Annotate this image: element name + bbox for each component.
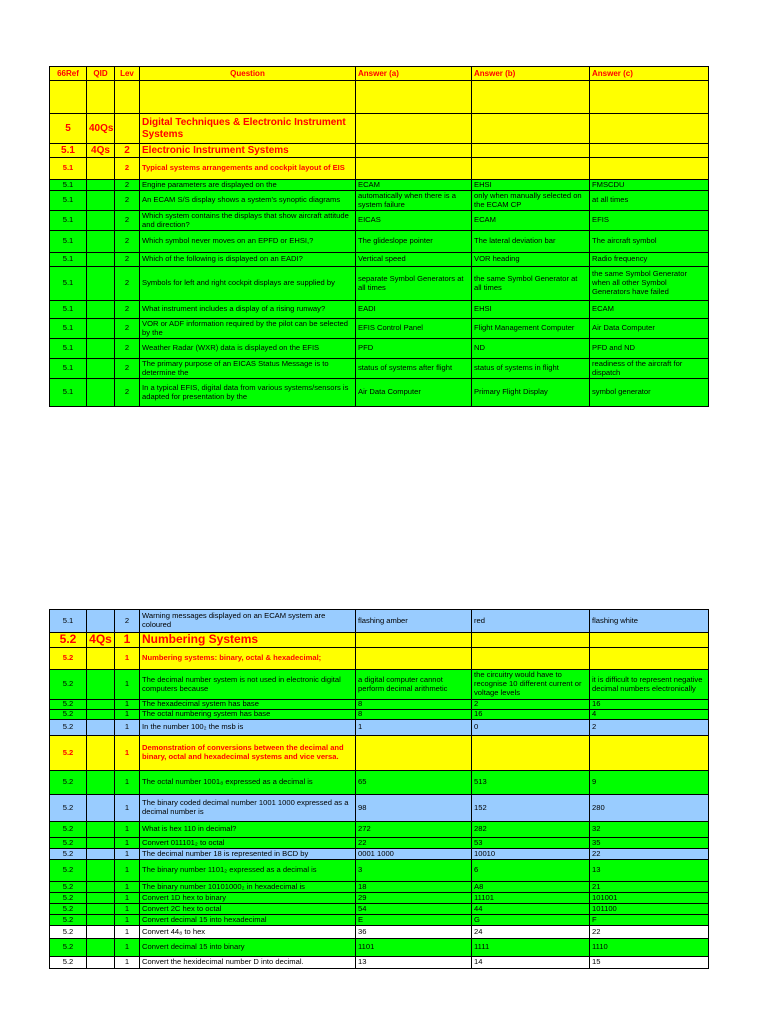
answer-a: 3 xyxy=(356,860,472,882)
question-ref: 5.1 xyxy=(50,359,87,379)
question-lev: 2 xyxy=(115,231,140,253)
question-ref: 5.2 xyxy=(50,710,87,720)
question-ref: 5.1 xyxy=(50,379,87,407)
question-qid xyxy=(87,915,115,926)
question-qid xyxy=(87,211,115,231)
section-lev: 2 xyxy=(115,144,140,158)
question-qid xyxy=(87,710,115,720)
answer-b: the same Symbol Generator at all times xyxy=(472,267,590,301)
answer-c: 280 xyxy=(590,795,709,822)
question-row xyxy=(50,301,709,319)
answer-a: 54 xyxy=(356,904,472,915)
answer-a: E xyxy=(356,915,472,926)
question-ref: 5.1 xyxy=(50,267,87,301)
question-ref: 5.2 xyxy=(50,700,87,710)
question-lev: 1 xyxy=(115,822,140,838)
question-qid xyxy=(87,301,115,319)
subsection-title: Typical systems arrangements and cockpit layout of EIS xyxy=(140,158,356,180)
section-qid: 4Qs xyxy=(87,144,115,158)
question-text: Warning messages displayed on an ECAM system are coloured xyxy=(140,610,356,633)
answer-a: a digital computer cannot perform decimal arithmetic xyxy=(356,670,472,700)
question-text: Convert 1D hex to binary xyxy=(140,893,356,904)
question-ref: 5.1 xyxy=(50,211,87,231)
question-row xyxy=(50,339,709,359)
answer-c: readiness of the aircraft for dispatch xyxy=(590,359,709,379)
question-lev: 2 xyxy=(115,610,140,633)
answer-c: 9 xyxy=(590,771,709,795)
question-row xyxy=(50,231,709,253)
question-row xyxy=(50,904,709,915)
answer-a: 13 xyxy=(356,957,472,969)
question-lev: 1 xyxy=(115,838,140,849)
question-qid xyxy=(87,926,115,939)
question-text: An ECAM S/S display shows a system's synoptic diagrams xyxy=(140,191,356,211)
answer-b: 53 xyxy=(472,838,590,849)
question-row xyxy=(50,710,709,720)
answer-b: EHSI xyxy=(472,301,590,319)
section-row-5 xyxy=(50,114,709,144)
subsection-ref: 5.2 xyxy=(50,648,87,670)
answer-a: PFD xyxy=(356,339,472,359)
section-title: Numbering Systems xyxy=(140,633,356,648)
answer-a: 1101 xyxy=(356,939,472,957)
question-lev: 2 xyxy=(115,267,140,301)
question-text: The hexadecimal system has base xyxy=(140,700,356,710)
subsection-row-5-2-a xyxy=(50,648,709,670)
answer-a: 22 xyxy=(356,838,472,849)
question-row xyxy=(50,939,709,957)
answer-a: 65 xyxy=(356,771,472,795)
subsection-ref: 5.2 xyxy=(50,736,87,771)
answer-a: Vertical speed xyxy=(356,253,472,267)
question-text: Symbols for left and right cockpit displays are supplied by xyxy=(140,267,356,301)
question-ref: 5.2 xyxy=(50,771,87,795)
answer-b: 24 xyxy=(472,926,590,939)
answer-a: ECAM xyxy=(356,180,472,191)
header-answer-b: Answer (b) xyxy=(472,67,590,81)
question-row xyxy=(50,359,709,379)
answer-b: the circuitry would have to recognise 10 different current or voltage levels xyxy=(472,670,590,700)
answer-a: Air Data Computer xyxy=(356,379,472,407)
question-row xyxy=(50,915,709,926)
answer-c: 1110 xyxy=(590,939,709,957)
question-ref: 5.2 xyxy=(50,822,87,838)
answer-a: EFIS Control Panel xyxy=(356,319,472,339)
answer-a: 1 xyxy=(356,720,472,736)
question-text: The decimal number system is not used in electronic digital computers because xyxy=(140,670,356,700)
question-row xyxy=(50,771,709,795)
answer-a: automatically when there is a system failure xyxy=(356,191,472,211)
answer-c: 2 xyxy=(590,720,709,736)
answer-c: 101001 xyxy=(590,893,709,904)
question-row xyxy=(50,926,709,939)
question-row xyxy=(50,191,709,211)
question-lev: 1 xyxy=(115,720,140,736)
answer-c: 22 xyxy=(590,849,709,860)
question-lev: 1 xyxy=(115,893,140,904)
section-title: Electronic Instrument Systems xyxy=(140,144,356,158)
answer-b: The lateral deviation bar xyxy=(472,231,590,253)
answer-b: 1111 xyxy=(472,939,590,957)
blank-row xyxy=(50,81,709,114)
question-row xyxy=(50,211,709,231)
header-question: Question xyxy=(140,67,356,81)
answer-c: 101100 xyxy=(590,904,709,915)
section-ref: 5 xyxy=(50,114,87,144)
section-title: Digital Techniques & Electronic Instrument Systems xyxy=(140,114,356,144)
question-row xyxy=(50,860,709,882)
subsection-lev: 1 xyxy=(115,648,140,670)
question-text: What is hex 110 in decimal? xyxy=(140,822,356,838)
answer-b: 14 xyxy=(472,957,590,969)
question-lev: 1 xyxy=(115,860,140,882)
answer-c: flashing white xyxy=(590,610,709,633)
answer-b: 16 xyxy=(472,710,590,720)
question-ref: 5.2 xyxy=(50,957,87,969)
question-text: Which of the following is displayed on an EADI? xyxy=(140,253,356,267)
question-ref: 5.2 xyxy=(50,795,87,822)
question-table-page-1 xyxy=(49,66,709,407)
section-row-5-1 xyxy=(50,144,709,158)
answer-b: Flight Management Computer xyxy=(472,319,590,339)
question-qid xyxy=(87,882,115,893)
answer-c: the same Symbol Generator when all other Symbol Generators have failed xyxy=(590,267,709,301)
answer-a: 29 xyxy=(356,893,472,904)
section-lev: 1 xyxy=(115,633,140,648)
question-ref: 5.1 xyxy=(50,253,87,267)
question-ref: 5.1 xyxy=(50,319,87,339)
question-text: Convert 011101₂ to octal xyxy=(140,838,356,849)
question-text: Which symbol never moves on an EPFD or EHSI,? xyxy=(140,231,356,253)
answer-c: Air Data Computer xyxy=(590,319,709,339)
answer-b: 10010 xyxy=(472,849,590,860)
answer-b: EHSI xyxy=(472,180,590,191)
question-qid xyxy=(87,860,115,882)
answer-a: EICAS xyxy=(356,211,472,231)
answer-a: 8 xyxy=(356,700,472,710)
question-ref: 5.2 xyxy=(50,904,87,915)
answer-b: A8 xyxy=(472,882,590,893)
question-ref: 5.2 xyxy=(50,670,87,700)
answer-c: The aircraft symbol xyxy=(590,231,709,253)
question-text: Convert decimal 15 into binary xyxy=(140,939,356,957)
subsection-row-5-2-b xyxy=(50,736,709,771)
question-text: Engine parameters are displayed on the xyxy=(140,180,356,191)
answer-a: The glideslope pointer xyxy=(356,231,472,253)
answer-a: 0001 1000 xyxy=(356,849,472,860)
question-text: Convert 44₈ to hex xyxy=(140,926,356,939)
question-lev: 2 xyxy=(115,379,140,407)
question-lev: 1 xyxy=(115,915,140,926)
answer-b: 282 xyxy=(472,822,590,838)
answer-c: 4 xyxy=(590,710,709,720)
question-qid xyxy=(87,267,115,301)
answer-c: at all times xyxy=(590,191,709,211)
answer-b: 513 xyxy=(472,771,590,795)
question-ref: 5.1 xyxy=(50,301,87,319)
question-ref: 5.1 xyxy=(50,191,87,211)
answer-b: 2 xyxy=(472,700,590,710)
answer-c: EFIS xyxy=(590,211,709,231)
question-lev: 1 xyxy=(115,710,140,720)
answer-c: 21 xyxy=(590,882,709,893)
question-lev: 2 xyxy=(115,319,140,339)
answer-c: 22 xyxy=(590,926,709,939)
question-lev: 1 xyxy=(115,926,140,939)
question-ref: 5.2 xyxy=(50,915,87,926)
header-qid: QID xyxy=(87,67,115,81)
answer-c: ECAM xyxy=(590,301,709,319)
section-ref: 5.2 xyxy=(50,633,87,648)
header-lev: Lev xyxy=(115,67,140,81)
question-row xyxy=(50,319,709,339)
question-text: VOR or ADF information required by the pilot can be selected by the xyxy=(140,319,356,339)
section-qid: 40Qs xyxy=(87,114,115,144)
answer-a: 98 xyxy=(356,795,472,822)
question-ref: 5.2 xyxy=(50,838,87,849)
answer-c: 35 xyxy=(590,838,709,849)
question-text: Weather Radar (WXR) data is displayed on the EFIS xyxy=(140,339,356,359)
question-qid xyxy=(87,191,115,211)
section-qid: 4Qs xyxy=(87,633,115,648)
question-lev: 2 xyxy=(115,339,140,359)
question-row xyxy=(50,267,709,301)
question-ref: 5.2 xyxy=(50,893,87,904)
subsection-lev: 1 xyxy=(115,736,140,771)
answer-b: status of systems in flight xyxy=(472,359,590,379)
answer-b: 0 xyxy=(472,720,590,736)
question-ref: 5.2 xyxy=(50,939,87,957)
section-ref: 5.1 xyxy=(50,144,87,158)
question-text: The binary coded decimal number 1001 1000 expressed as a decimal number is xyxy=(140,795,356,822)
question-text: Which system contains the displays that show aircraft attitude and direction? xyxy=(140,211,356,231)
question-lev: 2 xyxy=(115,191,140,211)
question-ref: 5.2 xyxy=(50,720,87,736)
question-lev: 1 xyxy=(115,795,140,822)
header-ref: 66Ref xyxy=(50,67,87,81)
question-row xyxy=(50,180,709,191)
answer-c: it is difficult to represent negative decimal numbers electronically xyxy=(590,670,709,700)
question-ref: 5.1 xyxy=(50,180,87,191)
answer-b: 11101 xyxy=(472,893,590,904)
header-answer-c: Answer (c) xyxy=(590,67,709,81)
question-qid xyxy=(87,720,115,736)
question-text: Convert the hexidecimal number D into decimal. xyxy=(140,957,356,969)
answer-b: VOR heading xyxy=(472,253,590,267)
question-lev: 1 xyxy=(115,939,140,957)
question-row xyxy=(50,610,709,633)
question-qid xyxy=(87,893,115,904)
question-row xyxy=(50,849,709,860)
question-text: The octal numbering system has base xyxy=(140,710,356,720)
question-lev: 1 xyxy=(115,957,140,969)
question-qid xyxy=(87,849,115,860)
question-qid xyxy=(87,700,115,710)
answer-c: FMSCDU xyxy=(590,180,709,191)
answer-c: F xyxy=(590,915,709,926)
subsection-row-5-1 xyxy=(50,158,709,180)
answer-c: 16 xyxy=(590,700,709,710)
answer-b: ND xyxy=(472,339,590,359)
subsection-title: Demonstration of conversions between the decimal and binary, octal and hexadecimal systems and vice versa. xyxy=(140,736,356,771)
question-row xyxy=(50,670,709,700)
answer-b: Primary Flight Display xyxy=(472,379,590,407)
question-lev: 1 xyxy=(115,882,140,893)
question-qid xyxy=(87,379,115,407)
answer-b: ECAM xyxy=(472,211,590,231)
question-row xyxy=(50,838,709,849)
answer-b: red xyxy=(472,610,590,633)
question-qid xyxy=(87,253,115,267)
question-lev: 2 xyxy=(115,301,140,319)
question-ref: 5.1 xyxy=(50,610,87,633)
question-qid xyxy=(87,939,115,957)
question-row xyxy=(50,957,709,969)
question-lev: 2 xyxy=(115,359,140,379)
question-qid xyxy=(87,904,115,915)
question-row xyxy=(50,720,709,736)
question-text: Convert 2C hex to octal xyxy=(140,904,356,915)
section-row-5-2 xyxy=(50,633,709,648)
question-row xyxy=(50,893,709,904)
question-text: Convert decimal 15 into hexadecimal xyxy=(140,915,356,926)
answer-a: flashing amber xyxy=(356,610,472,633)
answer-c: Radio frequency xyxy=(590,253,709,267)
question-text: What instrument includes a display of a rising runway? xyxy=(140,301,356,319)
question-qid xyxy=(87,957,115,969)
answer-a: status of systems after flight xyxy=(356,359,472,379)
answer-b: 6 xyxy=(472,860,590,882)
answer-a: 8 xyxy=(356,710,472,720)
question-text: In the number 100₂ the msb is xyxy=(140,720,356,736)
question-qid xyxy=(87,670,115,700)
question-ref: 5.2 xyxy=(50,860,87,882)
subsection-title: Numbering systems: binary, octal & hexadecimal; xyxy=(140,648,356,670)
header-row xyxy=(50,67,709,81)
answer-a: EADI xyxy=(356,301,472,319)
question-qid xyxy=(87,771,115,795)
answer-a: 272 xyxy=(356,822,472,838)
question-text: The primary purpose of an EICAS Status Message is to determine the xyxy=(140,359,356,379)
question-ref: 5.2 xyxy=(50,849,87,860)
question-table-page-2 xyxy=(49,609,709,969)
question-lev: 1 xyxy=(115,670,140,700)
question-row xyxy=(50,253,709,267)
answer-c: PFD and ND xyxy=(590,339,709,359)
subsection-lev: 2 xyxy=(115,158,140,180)
answer-b: only when manually selected on the ECAM CP xyxy=(472,191,590,211)
answer-b: 44 xyxy=(472,904,590,915)
question-lev: 2 xyxy=(115,180,140,191)
question-row xyxy=(50,379,709,407)
question-row xyxy=(50,795,709,822)
answer-a: 18 xyxy=(356,882,472,893)
question-ref: 5.1 xyxy=(50,339,87,359)
question-qid xyxy=(87,180,115,191)
question-lev: 1 xyxy=(115,904,140,915)
question-ref: 5.2 xyxy=(50,882,87,893)
answer-c: 32 xyxy=(590,822,709,838)
question-row xyxy=(50,700,709,710)
question-row xyxy=(50,822,709,838)
answer-a: separate Symbol Generators at all times xyxy=(356,267,472,301)
question-text: The octal number 1001₈ expressed as a decimal is xyxy=(140,771,356,795)
answer-c: 13 xyxy=(590,860,709,882)
question-ref: 5.1 xyxy=(50,231,87,253)
question-qid xyxy=(87,359,115,379)
question-text: In a typical EFIS, digital data from various systems/sensors is adapted for presentation by the xyxy=(140,379,356,407)
subsection-ref: 5.1 xyxy=(50,158,87,180)
answer-b: G xyxy=(472,915,590,926)
answer-b: 152 xyxy=(472,795,590,822)
question-qid xyxy=(87,822,115,838)
question-lev: 1 xyxy=(115,849,140,860)
question-text: The binary number 1101₂ expressed as a decimal is xyxy=(140,860,356,882)
question-row xyxy=(50,882,709,893)
question-ref: 5.2 xyxy=(50,926,87,939)
question-qid xyxy=(87,319,115,339)
header-answer-a: Answer (a) xyxy=(356,67,472,81)
question-text: The decimal number 18 is represented in BCD by xyxy=(140,849,356,860)
question-qid xyxy=(87,231,115,253)
answer-c: symbol generator xyxy=(590,379,709,407)
question-lev: 2 xyxy=(115,211,140,231)
question-qid xyxy=(87,838,115,849)
answer-a: 36 xyxy=(356,926,472,939)
question-qid xyxy=(87,339,115,359)
answer-c: 15 xyxy=(590,957,709,969)
question-lev: 2 xyxy=(115,253,140,267)
question-lev: 1 xyxy=(115,771,140,795)
question-text: The binary number 10101000₂ in hexadecimal is xyxy=(140,882,356,893)
question-lev: 1 xyxy=(115,700,140,710)
question-qid xyxy=(87,795,115,822)
